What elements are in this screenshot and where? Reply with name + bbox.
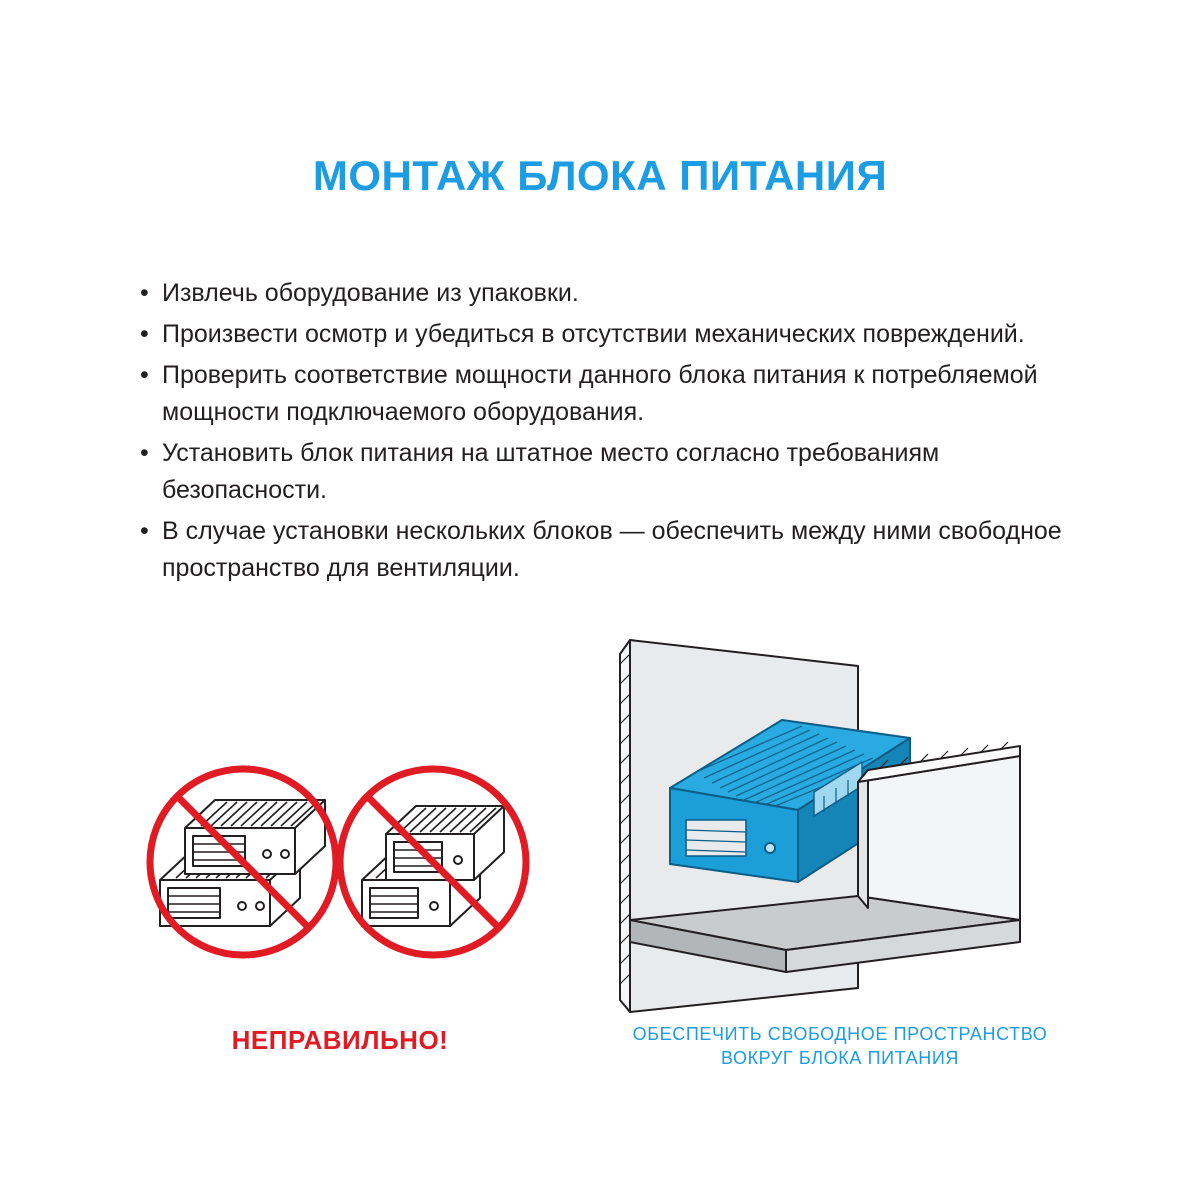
niche-front-panel xyxy=(858,742,1020,920)
bullet-marker-icon: • xyxy=(140,439,149,467)
bullet-marker-icon: • xyxy=(140,320,149,348)
list-item-text: Проверить соответствие мощности данного блока питания к потребляемой мощности подключаемого оборудования. xyxy=(162,361,1038,426)
list-item xyxy=(140,513,1080,587)
list-item xyxy=(140,316,1080,353)
list-item xyxy=(140,357,1080,431)
power-supply-in-niche-svg xyxy=(600,620,1080,1040)
list-item-text: В случае установки нескольких блоков — обеспечить между ними свободное пространство для вентиляции. xyxy=(162,517,1062,582)
bullet-marker-icon: • xyxy=(140,361,149,389)
correct-caption-line2: ВОКРУГ БЛОКА ПИТАНИЯ xyxy=(720,1048,960,1068)
instruction-list xyxy=(140,275,1080,591)
correct-caption xyxy=(560,1022,1120,1070)
correct-caption-line1: ОБЕСПЕЧИТЬ СВОБОДНОЕ ПРОСТРАНСТВО xyxy=(632,1024,1048,1044)
incorrect-mounting-figure xyxy=(130,730,550,1130)
illustration-area xyxy=(0,600,1200,1200)
correct-mounting-figure xyxy=(600,620,1080,1040)
page-title: МОНТАЖ БЛОКА ПИТАНИЯ xyxy=(312,152,888,199)
list-item-text: Извлечь оборудование из упаковки. xyxy=(162,279,579,307)
bullet-marker-icon: • xyxy=(140,517,149,545)
red-crossed-circle-icon xyxy=(340,769,526,955)
incorrect-mounting-svg xyxy=(130,730,550,1130)
list-item-text: Произвести осмотр и убедиться в отсутствии механических повреждений. xyxy=(162,320,1025,348)
list-item xyxy=(140,435,1080,509)
bullet-marker-icon: • xyxy=(140,279,149,307)
list-item xyxy=(140,275,1080,312)
incorrect-label: НЕПРАВИЛЬНО! xyxy=(231,1025,449,1055)
list-item-text: Установить блок питания на штатное место согласно требованиям безопасности. xyxy=(162,439,940,504)
